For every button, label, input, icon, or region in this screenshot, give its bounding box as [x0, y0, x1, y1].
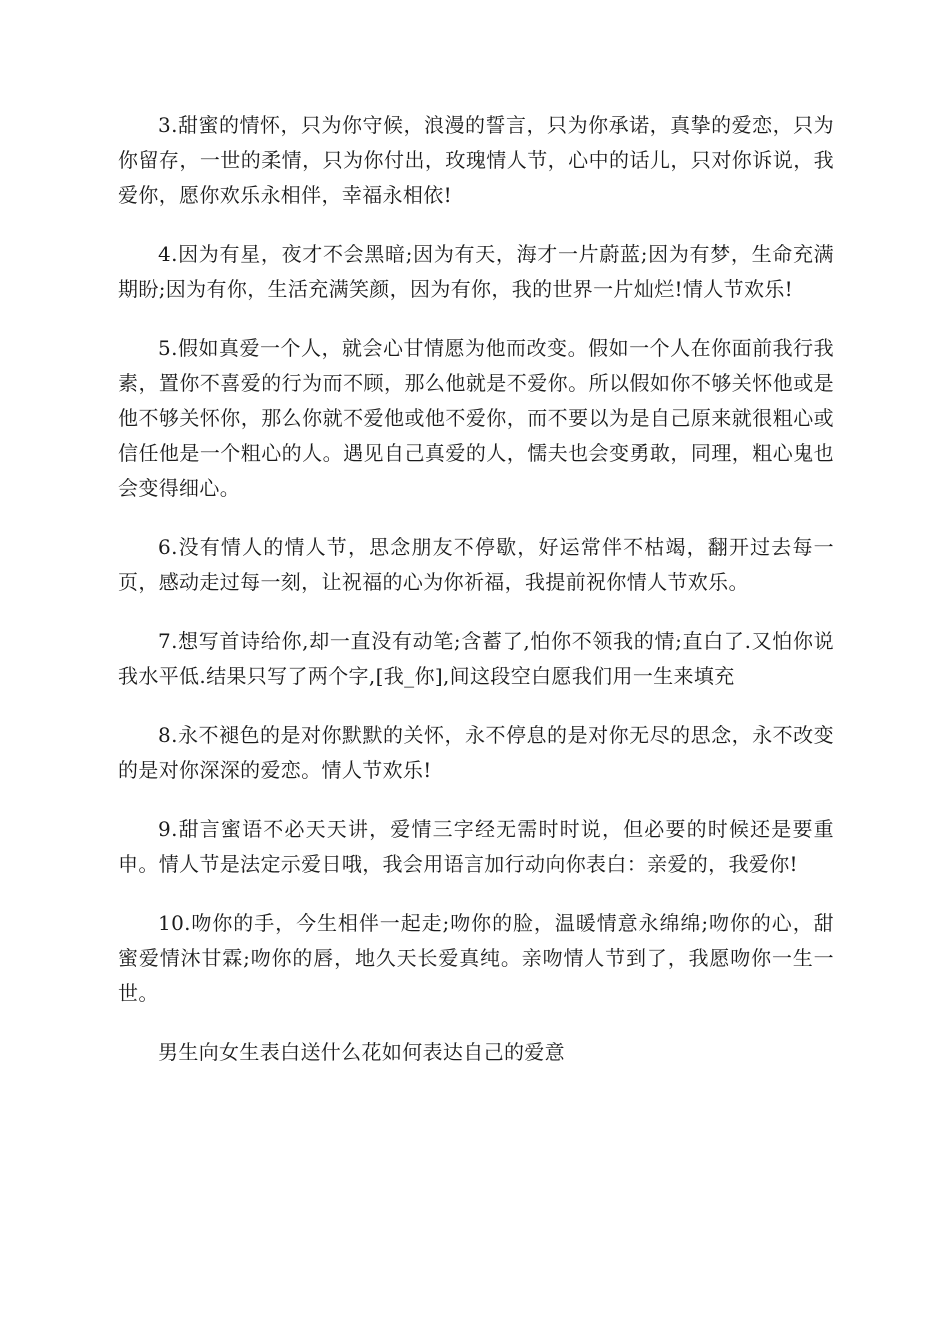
- paragraph-7: 7.想写首诗给你,却一直没有动笔;含蓄了,怕你不领我的情;直白了.又怕你说我水平低.结果只写了两个字,[我_你],间这段空白愿我们用一生来填充: [118, 629, 834, 688]
- paragraph-3: 3.甜蜜的情怀，只为你守候，浪漫的誓言，只为你承诺，真挚的爱恋，只为你留存，一世的柔情，只为你付出，玫瑰情人节，心中的话儿，只对你诉说，我爱你，愿你欢乐永相伴，幸福永相依!: [118, 113, 834, 207]
- paragraph-4: 4.因为有星，夜才不会黑暗;因为有天，海才一片蔚蓝;因为有梦，生命充满期盼;因为有你，生活充满笑颜，因为有你，我的世界一片灿烂!情人节欢乐!: [118, 242, 834, 301]
- paragraph-9: 9.甜言蜜语不必天天讲，爱情三字经无需时时说，但必要的时候还是要重申。情人节是法定示爱日哦，我会用语言加行动向你表白：亲爱的，我爱你!: [118, 817, 834, 876]
- document-body: [118, 108, 834, 1094]
- paragraph-10: 10.吻你的手，今生相伴一起走;吻你的脸，温暖情意永绵绵;吻你的心，甜蜜爱情沐甘霖;吻你的唇，地久天长爱真纯。亲吻情人节到了，我愿吻你一生一世。: [118, 911, 834, 1005]
- section-heading: 男生向女生表白送什么花如何表达自己的爱意: [158, 1040, 565, 1064]
- paragraph-6: 6.没有情人的情人节，思念朋友不停歇，好运常伴不枯竭，翻开过去每一页，感动走过每一刻，让祝福的心为你祈福，我提前祝你情人节欢乐。: [118, 535, 834, 594]
- paragraph-5: 5.假如真爱一个人，就会心甘情愿为他而改变。假如一个人在你面前我行我素，置你不喜爱的行为而不顾，那么他就是不爱你。所以假如你不够关怀他或是他不够关怀你，那么你就不爱他或他不爱你，而不要以为是自己原来就很粗心或信任他是一个粗心的人。遇见自己真爱的人，懦夫也会变勇敢，同理，粗心鬼也会变得细心。: [118, 336, 834, 500]
- paragraph-8: 8.永不褪色的是对你默默的关怀，永不停息的是对你无尽的思念，永不改变的是对你深深的爱恋。情人节欢乐!: [118, 723, 834, 782]
